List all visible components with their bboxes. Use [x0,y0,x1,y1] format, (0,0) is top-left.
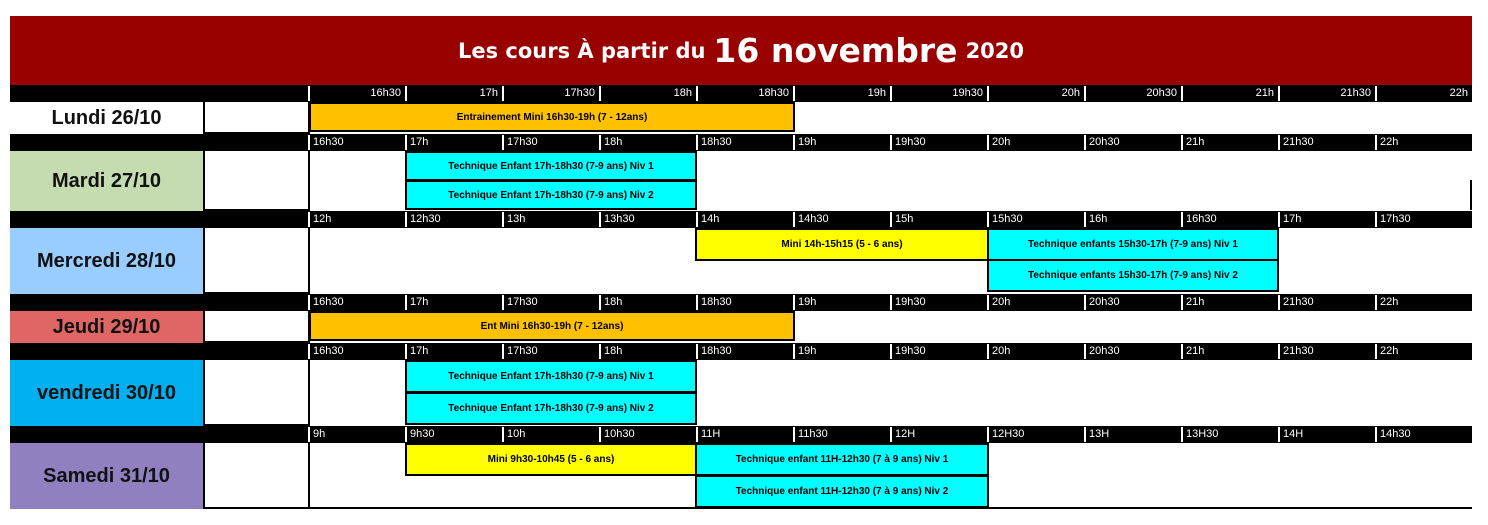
time-label: 18h [599,135,696,150]
time-label: 14h30 [793,212,890,227]
time-label: 16h30 [308,295,405,310]
time-label: 21h30 [1278,344,1375,359]
time-label: 11h30 [793,427,890,442]
course-block[interactable]: Mini 9h30-10h45 (5 - 6 ans) [405,443,697,476]
time-label: 12h30 [405,212,502,227]
empty-cell [203,102,310,134]
time-label: 20h30 [1084,135,1181,150]
course-block[interactable]: Technique Enfant 17h-18h30 (7-9 ans) Niv 2 [405,180,697,210]
time-label: 14h [696,212,793,227]
title-year: 2020 [965,38,1025,63]
course-block[interactable]: Technique enfants 15h30-17h (7-9 ans) Niv 1 [987,228,1279,261]
time-label: 12H30 [987,427,1084,442]
time-label: 21h [1181,295,1278,310]
time-label: 14H [1278,427,1375,442]
time-label: 18h30 [696,344,793,359]
time-label: 13H [1084,427,1181,442]
time-label: 22h [1375,86,1472,101]
time-label: 10h [502,427,599,442]
course-block[interactable]: Technique Enfant 17h-18h30 (7-9 ans) Niv 1 [405,360,697,393]
course-block[interactable]: Technique enfant 11H-12h30 (7 à 9 ans) Niv 1 [695,443,989,476]
time-label: 20h30 [1084,86,1181,101]
time-label: 17h30 [502,86,599,101]
time-label: 19h [793,344,890,359]
time-label: 21h30 [1278,86,1375,101]
time-label: 18h [599,295,696,310]
time-label: 17h30 [1375,212,1472,227]
empty-cell [203,151,310,211]
time-label: 17h30 [502,295,599,310]
time-label: 16h30 [308,86,405,101]
time-label: 22h [1375,344,1472,359]
day-label-lundi: Lundi 26/10 [10,102,203,134]
empty-cell [203,443,310,509]
time-label: 18h30 [696,86,793,101]
time-label: 21h [1181,135,1278,150]
course-block[interactable]: Mini 14h-15h15 (5 - 6 ans) [695,228,989,261]
grid-line [308,360,310,426]
time-label: 17h [405,295,502,310]
time-header-lundi [10,85,1472,102]
course-block[interactable]: Technique Enfant 17h-18h30 (7-9 ans) Niv 2 [405,392,697,425]
empty-cell [203,360,310,426]
title-date: 16 novembre [713,31,958,70]
time-label: 9h30 [405,427,502,442]
grid-line [1470,180,1472,210]
time-label: 11H [696,427,793,442]
time-label: 17h30 [502,344,599,359]
time-label: 20h [987,135,1084,150]
time-label: 19h [793,135,890,150]
time-label: 21h [1181,344,1278,359]
schedule-title [10,16,1472,85]
time-label: 14h30 [1375,427,1472,442]
time-label: 12h [308,212,405,227]
time-header-samedi [10,426,1472,443]
time-label: 13h [502,212,599,227]
time-label: 13h30 [599,212,696,227]
time-label: 16h [1084,212,1181,227]
time-label: 20h30 [1084,295,1181,310]
time-label: 13H30 [1181,427,1278,442]
time-header-mardi [10,134,1472,151]
course-block[interactable]: Technique enfants 15h30-17h (7-9 ans) Niv 2 [987,259,1279,292]
time-label: 21h30 [1278,295,1375,310]
day-label-jeudi: Jeudi 29/10 [10,311,203,343]
time-label: 19h30 [890,295,987,310]
time-label: 17h30 [502,135,599,150]
day-label-mardi: Mardi 27/10 [10,151,203,211]
time-label: 15h [890,212,987,227]
course-block[interactable]: Entrainement Mini 16h30-19h (7 - 12ans) [309,102,795,132]
day-label-vendredi: vendredi 30/10 [10,360,203,426]
time-label: 20h [987,86,1084,101]
time-label: 21h30 [1278,135,1375,150]
time-label: 19h [793,86,890,101]
grid-line [308,151,310,211]
course-block[interactable]: Technique enfant 11H-12h30 (7 à 9 ans) Niv 2 [695,475,989,508]
time-label: 22h [1375,135,1472,150]
time-label: 9h [308,427,405,442]
day-label-mercredi: Mercredi 28/10 [10,228,203,294]
grid-line [308,507,1472,509]
time-label: 21h [1181,86,1278,101]
time-header-jeudi [10,294,1472,311]
grid-line [308,443,310,509]
time-label: 19h [793,295,890,310]
course-block[interactable]: Ent Mini 16h30-19h (7 - 12ans) [309,311,795,341]
time-header-vendredi [10,343,1472,360]
time-label: 16h30 [1181,212,1278,227]
time-label: 18h30 [696,295,793,310]
time-label: 15h30 [987,212,1084,227]
empty-cell [203,311,310,343]
day-label-samedi: Samedi 31/10 [10,443,203,509]
time-label: 20h30 [1084,344,1181,359]
time-label: 17h [405,344,502,359]
time-label: 19h30 [890,86,987,101]
time-label: 20h [987,344,1084,359]
time-label: 20h [987,295,1084,310]
time-label: 17h [405,135,502,150]
time-header-mercredi [10,211,1472,228]
time-label: 18h [599,344,696,359]
title-text: Les cours À partir du [457,38,706,63]
time-label: 17h [1278,212,1375,227]
time-label: 17h [405,86,502,101]
time-label: 19h30 [890,344,987,359]
time-label: 22h [1375,295,1472,310]
grid-line [308,228,310,294]
time-label: 16h30 [308,344,405,359]
time-label: 18h [599,86,696,101]
time-label: 12H [890,427,987,442]
time-label: 19h30 [890,135,987,150]
course-block[interactable]: Technique Enfant 17h-18h30 (7-9 ans) Niv 1 [405,151,697,181]
time-label: 16h30 [308,135,405,150]
time-label: 10h30 [599,427,696,442]
empty-cell [203,228,310,294]
time-label: 18h30 [696,135,793,150]
